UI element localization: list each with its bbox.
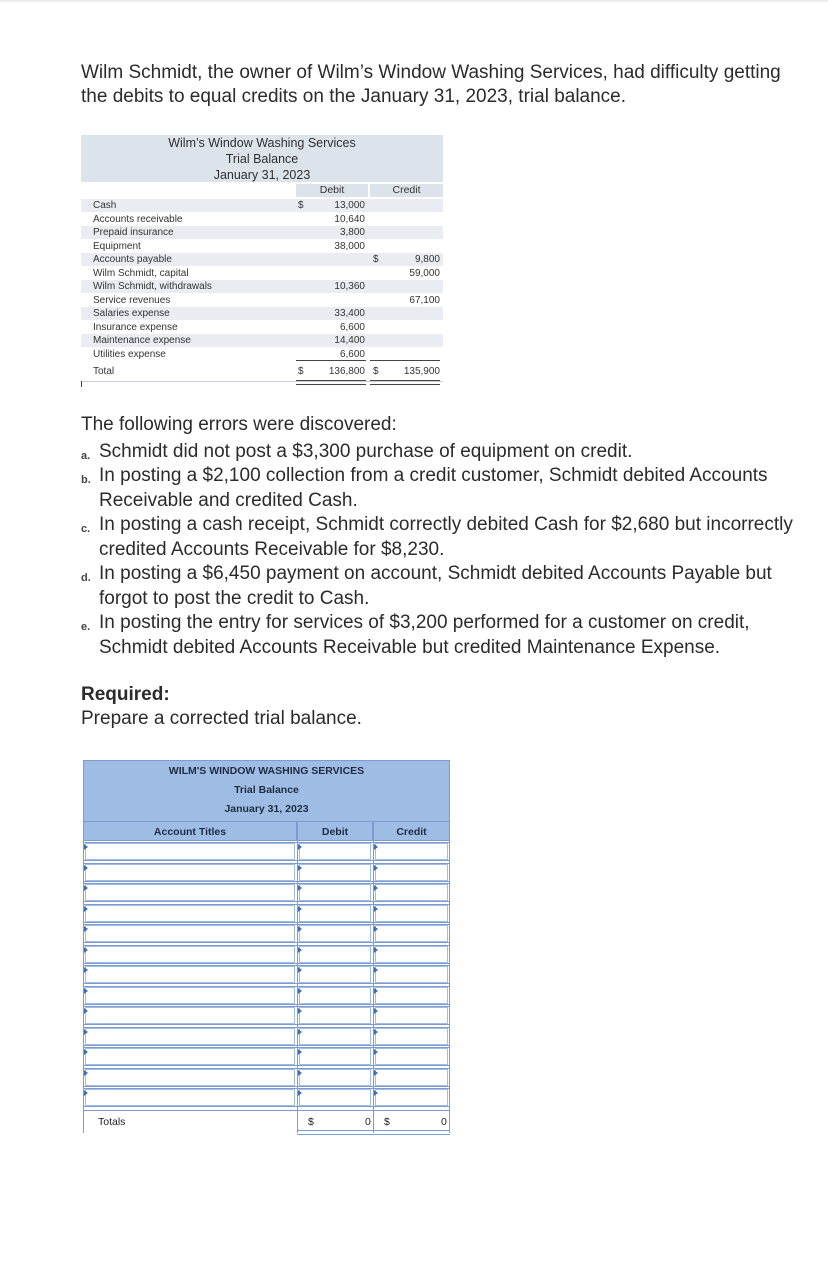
error-letter: b. <box>81 474 91 486</box>
form-title: Trial Balance <box>234 784 299 796</box>
cell-marker-icon <box>374 988 378 994</box>
credit-input[interactable] <box>375 966 448 983</box>
total-debit: 136,800 <box>328 366 365 377</box>
cell-marker-icon <box>374 926 378 932</box>
corrected-trial-balance-form <box>83 760 450 1134</box>
credit-input[interactable] <box>375 864 448 881</box>
grid-right-border <box>449 841 450 1133</box>
error-text: In posting a $2,100 collection from a credit customer, Schmidt debited Accounts Receivable and credited Cash. <box>99 465 768 511</box>
cell-marker-icon <box>84 947 88 953</box>
cell-marker-icon <box>374 947 378 953</box>
statement-date: January 31, 2023 <box>213 168 311 182</box>
credit-input[interactable] <box>375 905 448 922</box>
col-debit: Debit <box>297 821 373 841</box>
cell-marker-icon <box>298 947 302 953</box>
cell-marker-icon <box>374 865 378 871</box>
account-title-input[interactable] <box>85 1069 295 1086</box>
account-name: Service revenues <box>93 294 171 306</box>
cell-marker-icon <box>374 885 378 891</box>
col-account-titles: Account Titles <box>83 821 297 841</box>
debit-amount: 10,360 <box>334 281 365 292</box>
account-name: Accounts payable <box>93 254 172 265</box>
required-label: Required: <box>81 684 170 705</box>
account-name: Cash <box>93 200 117 211</box>
account-name: Equipment <box>93 240 141 252</box>
totals-debit-double-rule <box>297 1130 373 1135</box>
debit-input[interactable] <box>299 1007 371 1024</box>
debit-input[interactable] <box>299 1048 371 1065</box>
debit-input[interactable] <box>299 946 371 963</box>
total-credit-symbol: $ <box>373 366 379 377</box>
credit-input[interactable] <box>375 987 448 1004</box>
account-title-input[interactable] <box>85 884 295 901</box>
tb-row <box>81 199 443 212</box>
tb-row <box>81 348 443 361</box>
credit-input[interactable] <box>375 946 448 963</box>
grid-divider-1 <box>297 841 298 1133</box>
cell-marker-icon <box>374 1049 378 1055</box>
credit-amount: 59,000 <box>409 267 440 279</box>
cell-marker-icon <box>298 844 302 850</box>
form-header <box>83 760 450 822</box>
credit-header: Credit <box>370 184 443 197</box>
debit-input[interactable] <box>299 925 371 942</box>
total-row <box>81 365 443 378</box>
account-name: Salaries expense <box>93 308 170 319</box>
error-item <box>81 611 821 660</box>
debit-amount: 14,400 <box>334 335 365 346</box>
credit-amount: 9,800 <box>414 254 440 265</box>
cell-marker-icon <box>298 906 302 912</box>
company-name: Wilm’s Window Washing Services <box>168 136 356 150</box>
account-title-input[interactable] <box>85 843 295 860</box>
cell-marker-icon <box>298 1070 302 1076</box>
cell-marker-icon <box>298 988 302 994</box>
form-date: January 31, 2023 <box>224 803 309 815</box>
grid-left-border <box>83 841 84 1133</box>
cell-marker-icon <box>84 865 88 871</box>
cell-marker-icon <box>84 926 88 932</box>
credit-input[interactable] <box>375 843 448 860</box>
credit-input[interactable] <box>375 1048 448 1065</box>
cell-marker-icon <box>84 1090 88 1096</box>
tb-row <box>81 280 443 293</box>
error-letter: e. <box>81 621 91 633</box>
account-title-input[interactable] <box>85 946 295 963</box>
credit-input[interactable] <box>375 925 448 942</box>
cell-marker-icon <box>374 1008 378 1014</box>
cell-marker-icon <box>298 967 302 973</box>
tb-row <box>81 321 443 334</box>
grid-divider-2 <box>373 841 374 1133</box>
error-item <box>81 513 821 562</box>
cell-marker-icon <box>84 844 88 850</box>
cell-marker-icon <box>374 1029 378 1035</box>
cell-marker-icon <box>374 1070 378 1076</box>
debit-input[interactable] <box>299 1028 371 1045</box>
debit-amount: 10,640 <box>334 213 365 225</box>
trial-balance-header <box>81 135 443 182</box>
debit-input[interactable] <box>299 905 371 922</box>
cell-marker-icon <box>374 844 378 850</box>
cell-marker-icon <box>84 1049 88 1055</box>
account-name: Maintenance expense <box>93 335 191 346</box>
credit-underline <box>370 360 440 361</box>
tb-row <box>81 226 443 239</box>
table-bottom-rule <box>81 381 443 382</box>
errors-heading: The following errors were discovered: <box>81 414 397 435</box>
debit-header: Debit <box>296 184 368 197</box>
account-title-input[interactable] <box>85 1089 295 1106</box>
cell-marker-icon <box>84 1070 88 1076</box>
required-section <box>81 683 362 731</box>
totals-credit-symbol: $ <box>384 1116 390 1128</box>
cell-marker-icon <box>298 1090 302 1096</box>
total-debit-symbol: $ <box>298 366 304 377</box>
credit-input[interactable] <box>375 1007 448 1024</box>
account-title-input[interactable] <box>85 1048 295 1065</box>
error-item <box>81 562 821 611</box>
total-credit: 135,900 <box>403 366 440 377</box>
debit-input[interactable] <box>299 987 371 1004</box>
problem-intro: Wilm Schmidt, the owner of Wilm’s Window Washing Services, had difficulty getting the debits to equal credits on the January 31, 2023, trial balance. <box>81 62 781 107</box>
error-text: In posting the entry for services of $3,200 performed for a customer on credit, Schmidt debited Accounts Receivable but credited Maintenance Expense. <box>99 612 750 658</box>
account-title-input[interactable] <box>85 864 295 881</box>
debit-symbol: $ <box>298 200 304 211</box>
tb-row <box>81 334 443 347</box>
top-divider <box>0 0 828 2</box>
account-name: Prepaid insurance <box>93 227 174 238</box>
debit-amount: 3,800 <box>339 227 365 238</box>
total-label: Total <box>93 366 115 377</box>
account-name: Accounts receivable <box>93 213 183 225</box>
cell-marker-icon <box>84 906 88 912</box>
cell-marker-icon <box>374 967 378 973</box>
totals-label: Totals <box>98 1116 126 1128</box>
debit-amount: 6,600 <box>339 321 365 333</box>
cell-marker-icon <box>298 865 302 871</box>
account-name: Wilm Schmidt, capital <box>93 267 189 279</box>
required-text: Prepare a corrected trial balance. <box>81 708 362 729</box>
error-letter: c. <box>81 523 91 535</box>
debit-input[interactable] <box>299 1089 371 1106</box>
error-text: In posting a $6,450 payment on account, Schmidt debited Accounts Payable but forgot to post the credit to Cash. <box>99 563 772 609</box>
debit-amount: 13,000 <box>334 200 365 211</box>
credit-input[interactable] <box>375 884 448 901</box>
tb-row <box>81 253 443 266</box>
account-name: Wilm Schmidt, withdrawals <box>93 281 212 292</box>
table-left-bracket <box>81 381 82 387</box>
tb-row <box>81 267 443 280</box>
credit-input[interactable] <box>375 1028 448 1045</box>
error-letter: d. <box>81 572 91 584</box>
tb-row <box>81 307 443 320</box>
cell-marker-icon <box>84 1029 88 1035</box>
col-credit: Credit <box>373 821 450 841</box>
cell-marker-icon <box>84 988 88 994</box>
cell-marker-icon <box>298 1049 302 1055</box>
cell-marker-icon <box>298 885 302 891</box>
debit-amount: 6,600 <box>339 348 365 360</box>
cell-marker-icon <box>374 906 378 912</box>
account-title-input[interactable] <box>85 905 295 922</box>
cell-marker-icon <box>298 1008 302 1014</box>
cell-marker-icon <box>298 926 302 932</box>
debit-input[interactable] <box>299 864 371 881</box>
credit-amount: 67,100 <box>409 294 440 306</box>
debit-input[interactable] <box>299 884 371 901</box>
account-title-input[interactable] <box>85 966 295 983</box>
tb-row <box>81 294 443 307</box>
form-company: WILM'S WINDOW WASHING SERVICES <box>168 765 365 777</box>
totals-debit-value: 0 <box>365 1116 371 1128</box>
cell-marker-icon <box>84 1008 88 1014</box>
debit-amount: 33,400 <box>334 308 365 319</box>
account-title-input[interactable] <box>85 925 295 942</box>
account-title-input[interactable] <box>85 1028 295 1045</box>
credit-input[interactable] <box>375 1069 448 1086</box>
tb-row <box>81 213 443 226</box>
tb-row <box>81 240 443 253</box>
error-item <box>81 464 821 513</box>
debit-input[interactable] <box>299 843 371 860</box>
debit-underline <box>296 360 366 361</box>
account-name: Utilities expense <box>93 348 166 360</box>
errors-section <box>81 413 821 660</box>
error-text: Schmidt did not post a $3,300 purchase of equipment on credit. <box>99 440 633 462</box>
totals-credit-value: 0 <box>441 1116 447 1128</box>
cell-marker-icon <box>84 967 88 973</box>
error-item <box>81 440 821 465</box>
debit-input[interactable] <box>299 1069 371 1086</box>
debit-input[interactable] <box>299 966 371 983</box>
credit-input[interactable] <box>375 1089 448 1106</box>
error-letter: a. <box>81 449 91 462</box>
original-trial-balance <box>81 135 443 385</box>
account-name: Insurance expense <box>93 321 178 333</box>
totals-credit-double-rule <box>373 1130 450 1135</box>
account-title-input[interactable] <box>85 987 295 1004</box>
debit-amount: 38,000 <box>334 240 365 252</box>
cell-marker-icon <box>298 1029 302 1035</box>
credit-symbol: $ <box>373 254 379 265</box>
cell-marker-icon <box>84 885 88 891</box>
statement-title: Trial Balance <box>225 152 299 166</box>
account-title-input[interactable] <box>85 1007 295 1024</box>
cell-marker-icon <box>374 1090 378 1096</box>
error-text: In posting a cash receipt, Schmidt correctly debited Cash for $2,680 but incorrectly credited Accounts Receivable for $8,230. <box>99 514 793 560</box>
totals-debit-symbol: $ <box>308 1116 314 1128</box>
